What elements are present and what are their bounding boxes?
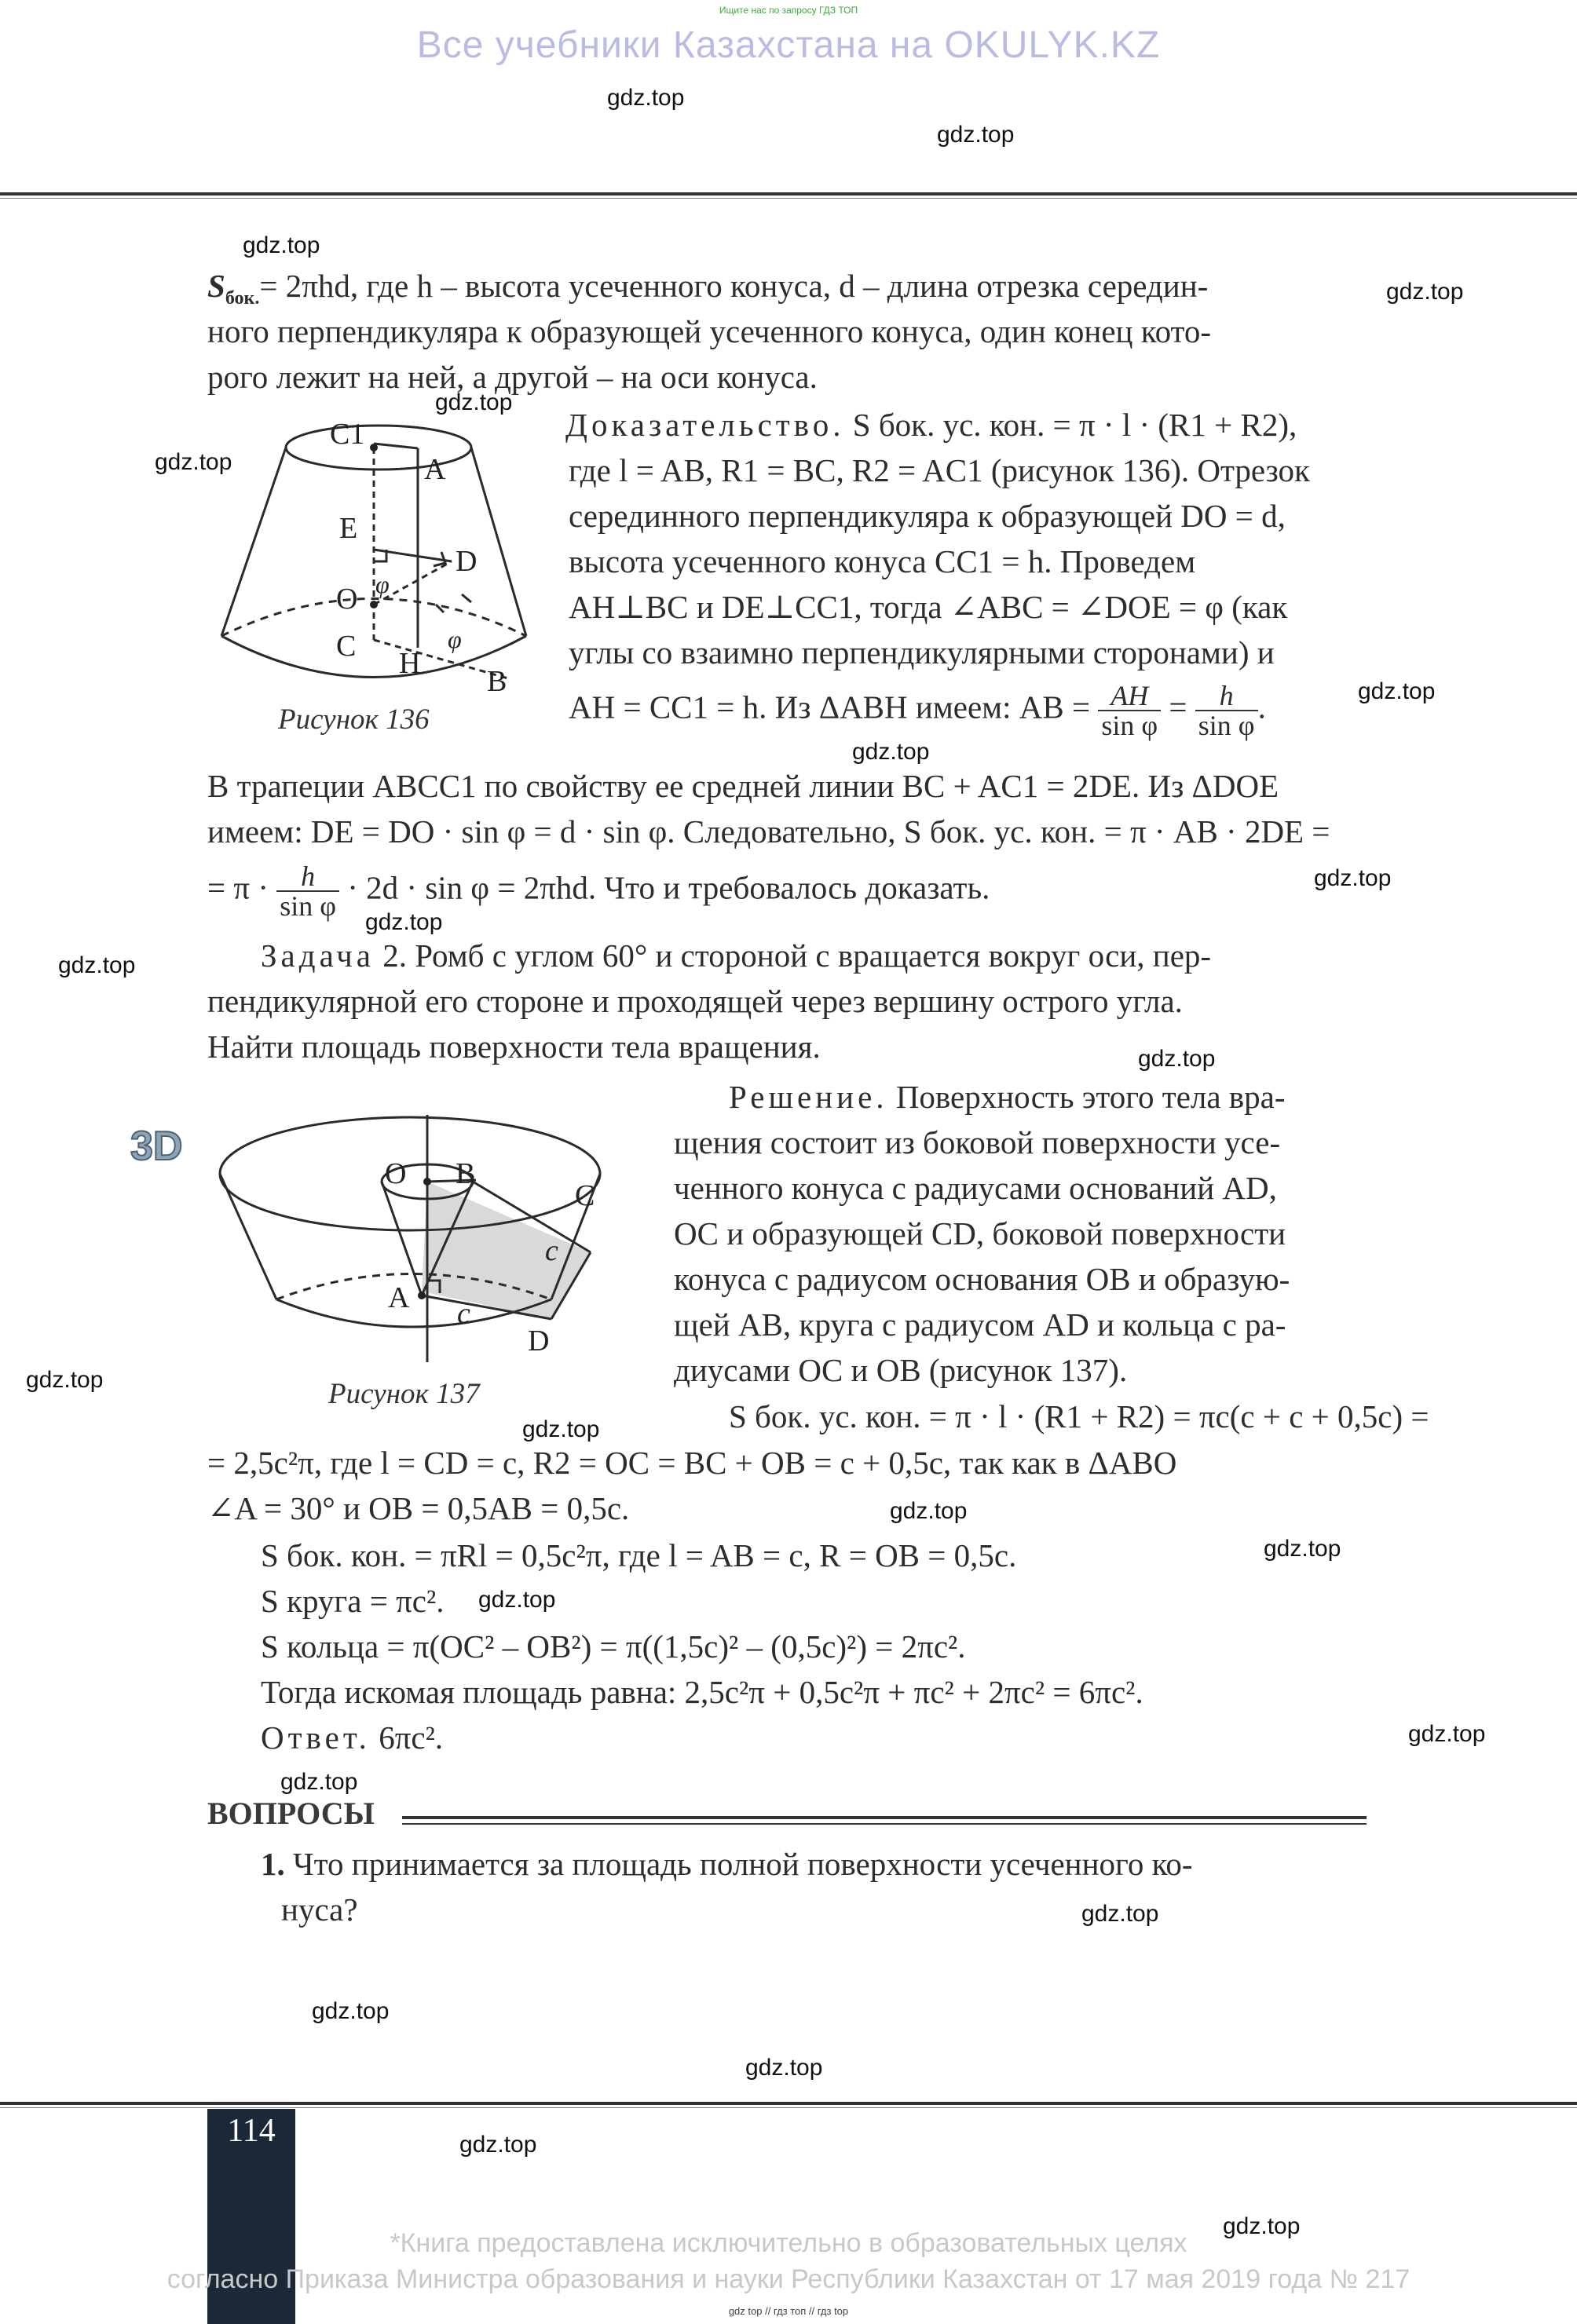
text-line: ∠A = 30° и OB = 0,5AB = 0,5c. [207,1490,630,1526]
formula-line: S кольца = π(OC² – OB²) = π((1,5c)² – (0,5c)²) = 2πc². [261,1628,966,1664]
spaced-word: Решение. [729,1079,888,1115]
top-rule-thin [0,198,1577,199]
numerator: h [276,862,339,892]
answer-line [261,1715,443,1760]
text-line: серединного перпендикуляра к образующей DO = d, [569,498,1286,534]
figure-label: B [487,665,507,698]
question-text: Что принимается за площадь полной поверхности усеченного ко- [284,1846,1193,1882]
footer-note: *Книга предоставлена исключительно в образовательных целях [390,2228,1187,2258]
fraction [1098,681,1161,740]
footer-note: согласно Приказа Министра образования и науки Республики Казахстан от 17 мая 2019 года № 217 [166,2264,1411,2294]
text-line: конуса с радиусом основания OB и образую- [674,1261,1290,1297]
text-line: = 2,5c²π, где l = CD = c, R2 = OC = BC + OB = c + 0,5c, так как в ΔABO [207,1445,1177,1481]
formula-line [569,681,1266,740]
fraction [1195,681,1258,740]
watermark: gdz.top [852,739,930,765]
watermark: gdz.top [365,909,443,935]
math-symbol: S [207,268,225,304]
figure-label: D [528,1325,550,1357]
text-line: где l = AB, R1 = BC, R2 = AC1 (рисунок 136). Отрезок [569,452,1310,488]
text-line [729,1074,1286,1120]
figure-label: c [457,1297,470,1330]
figure-caption: Рисунок 137 [328,1378,480,1410]
text-line: пендикулярной его стороне и проходящей через вершину острого угла. [207,983,1183,1019]
text-fragment: S бок. ус. кон. = π · l · (R1 + R2), [844,407,1297,443]
header-note: Ищите нас по запросу ГДЗ ТОП [719,5,858,16]
watermark: gdz.top [1264,1536,1341,1562]
spaced-word: Задача [261,937,375,974]
watermark: gdz.top [607,85,685,111]
bottom-rule-thin [0,2107,1577,2108]
figure-136 [212,412,542,703]
figure-label: H [399,647,421,680]
question-number: 1. [261,1846,285,1882]
text-line: высота усеченного конуса CC1 = h. Проведем [569,543,1196,579]
denominator: sin φ [1198,710,1255,741]
watermark: gdz.top [1223,2213,1301,2239]
heading-rule [402,1816,1367,1819]
watermark: gdz.top [280,1769,358,1795]
figure-label: A [424,453,446,486]
figure-label: C [336,630,357,663]
question-item [261,1841,1193,1887]
watermark: gdz.top [1386,279,1464,305]
spaced-word: Ответ. [261,1719,371,1756]
text-fragment: = π · [207,869,269,906]
watermark: gdz.top [1138,1046,1216,1072]
subscript: бок. [225,288,260,309]
figure-label: φ [375,570,390,598]
watermark: gdz.top [312,1998,390,2024]
figure-label: E [339,512,358,545]
text-line [565,402,1297,448]
numerator: h [1195,681,1258,711]
equals-sign: = [1169,689,1187,725]
formula-line: S бок. ус. кон. = π · l · (R1 + R2) = πc(c + c + 0,5c) = [729,1398,1429,1434]
period: . [1257,689,1266,725]
fraction [276,862,339,920]
text-line: имеем: DE = DO · sin φ = d · sin φ. Следовательно, S бок. ус. кон. = π · AB · 2DE = [207,813,1330,850]
watermark: gdz.top [1081,1901,1159,1927]
watermark: gdz.top [745,2055,823,2081]
text-line: рого лежит на ней, а другой – на оси конуса. [207,359,818,395]
badge-text: 3D [130,1124,183,1169]
formula-line [207,862,990,920]
watermark: gdz.top [435,389,513,415]
watermark: gdz.top [478,1587,556,1613]
figure-label: O [385,1157,407,1190]
text-fragment: = 2πhd, где h – высота усеченного конуса, d – длина отрезка середин- [259,268,1209,304]
figure-137 [206,1103,606,1370]
text-line [261,933,1211,978]
figure-label: φ [448,625,462,653]
text-line: ченного конуса с радиусами оснований AD, [674,1170,1277,1206]
heading-rule-thin [402,1823,1367,1825]
text-line: В трапеции ABCC1 по свойству ее средней линии BC + AC1 = 2DE. Из ΔDOE [207,768,1279,804]
figure-label: D [456,545,477,578]
figure-label: C1 [330,418,365,451]
text-fragment: 2. Ромб с углом 60° и стороной c вращается вокруг оси, пер- [374,937,1212,974]
text-line: OC и образующей CD, боковой поверхности [674,1215,1286,1252]
figure-label: C [575,1179,595,1212]
watermark: gdz.top [243,232,320,258]
text-fragment: 6πc². [370,1719,444,1756]
watermark: gdz.top [58,952,136,978]
watermark: gdz.top [459,2132,537,2158]
text-fragment: Поверхность этого тела вра- [887,1079,1286,1115]
watermark: gdz.top [937,122,1015,148]
bottom-rule [0,2102,1577,2105]
watermark: gdz.top [1314,865,1392,891]
formula-line: Тогда искомая площадь равна: 2,5c²π + 0,5c²π + πc² + 2πc² = 6πc². [261,1674,1143,1710]
text-line: диусами OC и OB (рисунок 137). [674,1352,1128,1388]
watermark: gdz.top [1408,1721,1486,1747]
formula-line: S бок. кон. = πRl = 0,5c²π, где l = AB = c, R = OB = 0,5c. [261,1537,1017,1573]
figure-label: c [545,1234,558,1267]
watermark: gdz.top [890,1498,968,1524]
text-line: Найти площадь поверхности тела вращения. [207,1029,821,1065]
page-number: 114 [227,2113,276,2149]
numerator: AH [1098,681,1161,711]
question-text: нуса? [281,1891,358,1928]
formula-line: S круга = πc². [261,1583,445,1619]
text-fragment: AH = CC1 = h. Из ΔABH имеем: AB = [569,689,1091,725]
footer-links[interactable]: gdz top // гдз топ // гдз top [728,2305,849,2317]
text-line: углы со взаимно перпендикулярными сторонами) и [569,634,1275,671]
watermark: gdz.top [26,1367,104,1393]
text-line: ного перпендикуляра к образующей усеченного конуса, один конец кото- [207,313,1212,349]
watermark: gdz.top [522,1416,600,1442]
figure-label: B [456,1157,476,1190]
site-banner[interactable]: Все учебники Казахстана на OKULYK.KZ [416,24,1161,66]
text-line: щения состоит из боковой поверхности усе- [674,1124,1281,1160]
watermark: gdz.top [1358,678,1436,704]
text-line: щей AB, круга с радиусом AD и кольца с ра- [674,1306,1286,1343]
figure-label: A [388,1281,410,1314]
text-line: AH⊥BC и DE⊥CC1, тогда ∠ABC = ∠DOE = φ (как [569,589,1288,625]
questions-heading: ВОПРОСЫ [207,1796,375,1831]
text-fragment: · 2d · sin φ = 2πhd. Что и требовалось доказать. [347,869,990,906]
figure-caption: Рисунок 136 [278,703,430,736]
3d-badge-icon[interactable] [127,1119,195,1169]
watermark: gdz.top [155,449,232,475]
top-rule [0,192,1577,195]
denominator: sin φ [1101,710,1158,741]
spaced-word: Доказательство. [565,407,845,443]
figure-label: O [336,583,358,616]
denominator: sin φ [280,890,337,922]
